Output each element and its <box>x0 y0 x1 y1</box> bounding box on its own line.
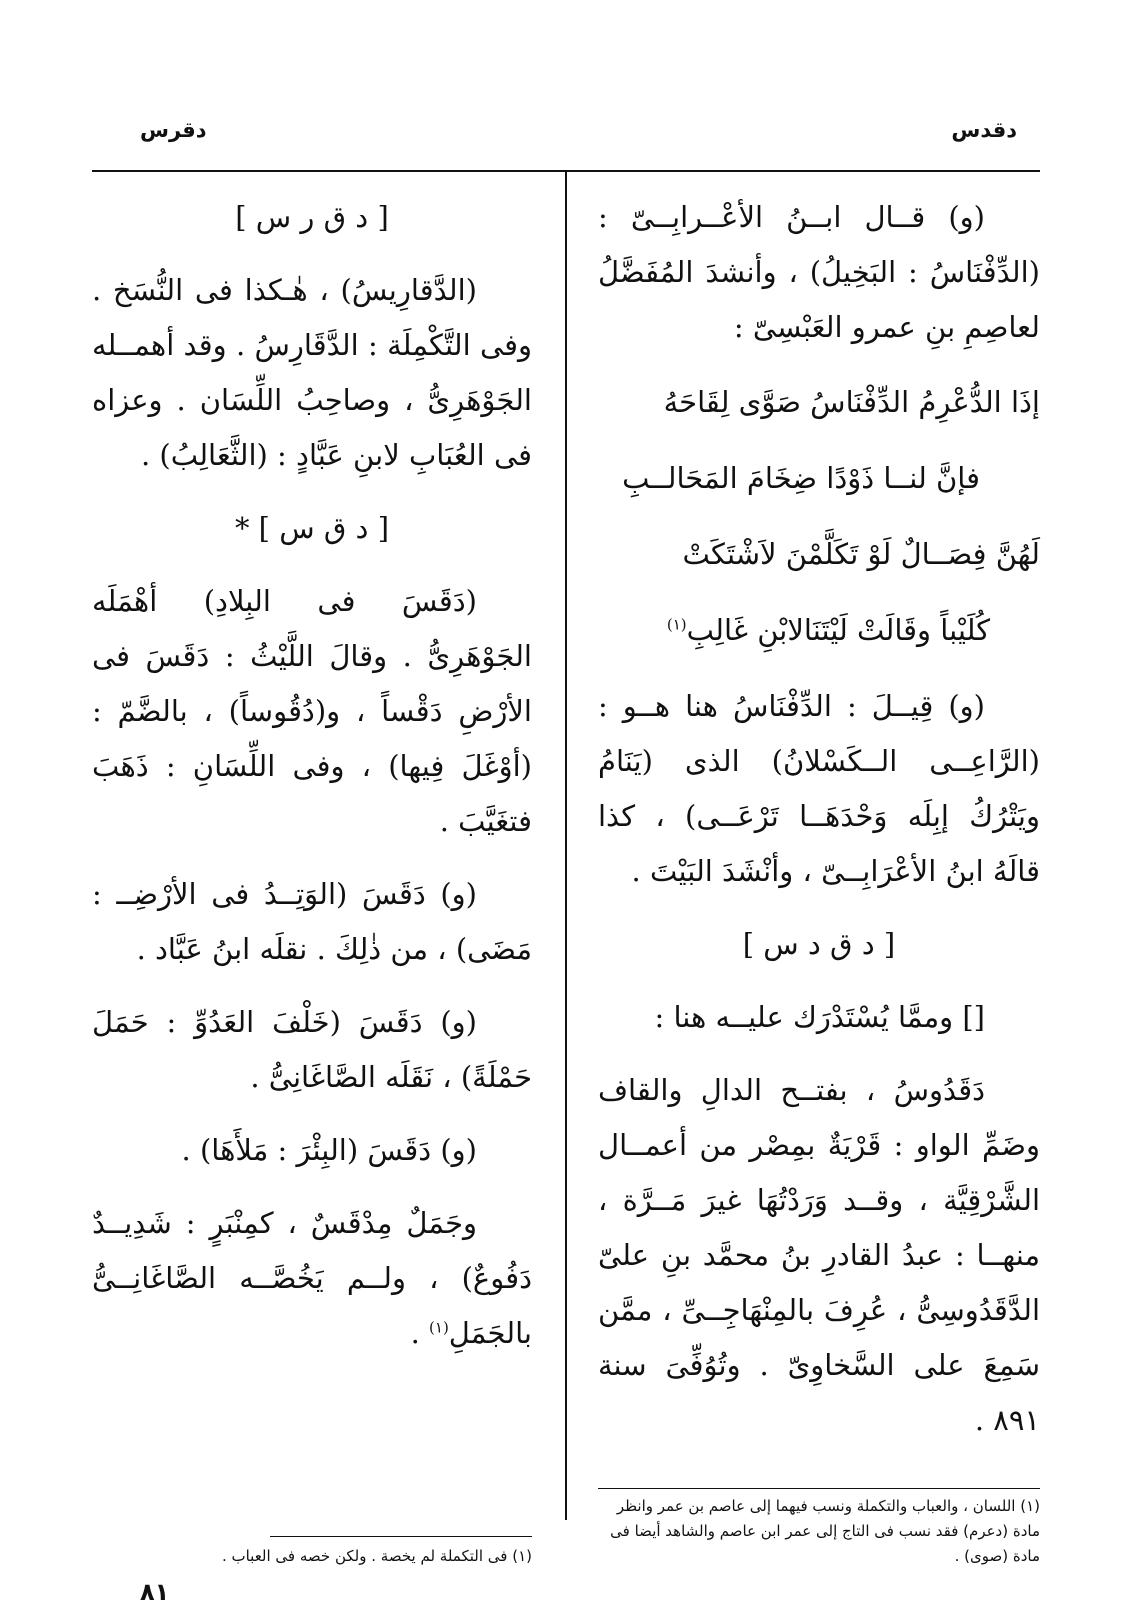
entry-paragraph: (الدَّقارِيسُ) ، هٰـكذا فى النُّسَخ . وفى التَّكْمِلَة : الدَّقَارِسُ . وقد أهمــله الجَوْهَرِىُّ ، وصاحِبُ اللِّسَان . وعزاه فى العُبَابِ لابنِ عَبَّادٍ : (الثَّعَالِبُ) . <box>92 273 532 472</box>
right-column <box>598 190 1040 1466</box>
root-heading: [ د ق س ] * <box>234 511 390 545</box>
page-number: ٨١ <box>140 1578 170 1606</box>
verse-line: فإنَّ لنــا ذَوْدًا ضِخَامَ المَحَالــبِ <box>622 461 980 495</box>
entry-paragraph: (و) دَقَسَ (خَلْفَ العَدُوِّ : حَمَلَ حَمْلَةً) ، نَقَلَه الصَّاغَانِىُّ . <box>92 1005 532 1094</box>
verse-text: كُلَيْباً وقَالَتْ لَيْتَنَالابْنِ غَالِبِ <box>686 613 990 647</box>
verse-line: إذَا الدُّعْرِمُ الدِّفْنَاسُ صَوَّى لِقَاحَهُ <box>663 385 1040 419</box>
root-heading: [ د ق د س ] <box>742 927 896 961</box>
poem-verses <box>598 373 1040 659</box>
entry-paragraph: [] وممَّا يُسْتَدْرَك عليــه هنا : <box>654 1000 985 1034</box>
left-column <box>92 190 532 1379</box>
column-divider <box>565 172 567 1520</box>
footnote-right: (١) اللسان ، والعباب والتكملة ونسب فيهما إلى عاصم بن عمر وانظر مادة (دعرم) فقد نسب فى التاج إلى عمر ابن عاصم والشاهد أيضا فى مادة (صوى) . <box>610 1497 1040 1565</box>
entry-text-end: . <box>410 1316 430 1350</box>
entry-paragraph: دَقَدُوسُ ، بفتــح الدالِ والقاف وضَمِّ الواو : قَرْيَةٌ بمِصْر من أعمــال الشَّرْقِيَّة ، وقــد وَرَدْتُهَا غيرَ مَــرَّة ، منهــا : عبدُ القادرِ بنُ محمَّد بنِ علىّ الدَّقَدُوسِىُّ ، عُرِفَ بالمِنْهَاجِــىِّ ، ممَّن سَمِعَ على السَّخاوِىّ . وتُوُفِّىَ سنة ٨٩١ . <box>598 1073 1040 1437</box>
verse-line: لَهُنَّ فِصَــالٌ لَوْ تَكَلَّمْنَ لاَشْتَكَتْ <box>682 537 1040 571</box>
footnote-marker: (١) <box>429 1318 449 1337</box>
entry-paragraph: (و) قِيــلَ : الدِّفْنَاسُ هنا هــو : (الرَّاعِــى الــكَسْلانُ) الذى (يَنَامُ ويَتْرُكُ إبِلَه وَحْدَهَــا تَرْعَــى) ، كذا قالَهُ ابنُ الأعْرَابِــىّ ، وأنْشَدَ البَيْتَ . <box>598 689 1040 888</box>
entry-paragraph: (و) قــال ابــنُ الأعْــرابِــىّ : (الدِّفْنَاسُ : البَخِيلُ) ، وأنشدَ المُفَضَّلُ لعاصِمِ بنِ عمرو العَبْسِىّ : <box>598 200 1040 344</box>
entry-paragraph <box>92 1196 532 1361</box>
running-head-left: دقرس <box>140 118 207 142</box>
entry-paragraph: (و) دَقَسَ (الوَتِــدُ فى الأرْضِــ : مَضَى) ، من ذٰلِكَ . نقلَه ابنُ عَبَّاد . <box>92 877 532 966</box>
entry-paragraph: (دَقَسَ فى البِلادِ) أهْمَلَه الجَوْهَرِىُّ . وقالَ اللَّيْثُ : دَقَسَ فى الأرْضِ دَقْساً ، و(دُقُوساً) ، بالضَّمّ : (أوْغَلَ فِيها) ، وفى اللِّسَانِ : ذَهَبَ فتغَيَّبَ . <box>92 584 532 838</box>
running-head-right: دقدس <box>951 118 1017 142</box>
root-heading: [ د ق ر س ] <box>235 200 389 234</box>
footnote-left: (١) فى التكملة لم يخصة . ولكن خصه فى العباب . <box>221 1547 532 1565</box>
footnote-rule-right <box>598 1488 1040 1489</box>
footnote-rule-left <box>270 1536 532 1537</box>
footnote-marker: (١) <box>666 615 687 634</box>
entry-text: وجَمَلٌ مِدْقَسٌ ، كمِنْبَرٍ : شَدِيــدٌ دَفُوعٌ) ، ولــم يَخُصَّــه الصَّاغَانِــىُّ بالجَمَلِ <box>92 1206 532 1350</box>
verse-line <box>598 601 1040 659</box>
entry-paragraph: (و) دَقَسَ (البِئْرَ : مَلأَهَا) . <box>181 1133 477 1167</box>
